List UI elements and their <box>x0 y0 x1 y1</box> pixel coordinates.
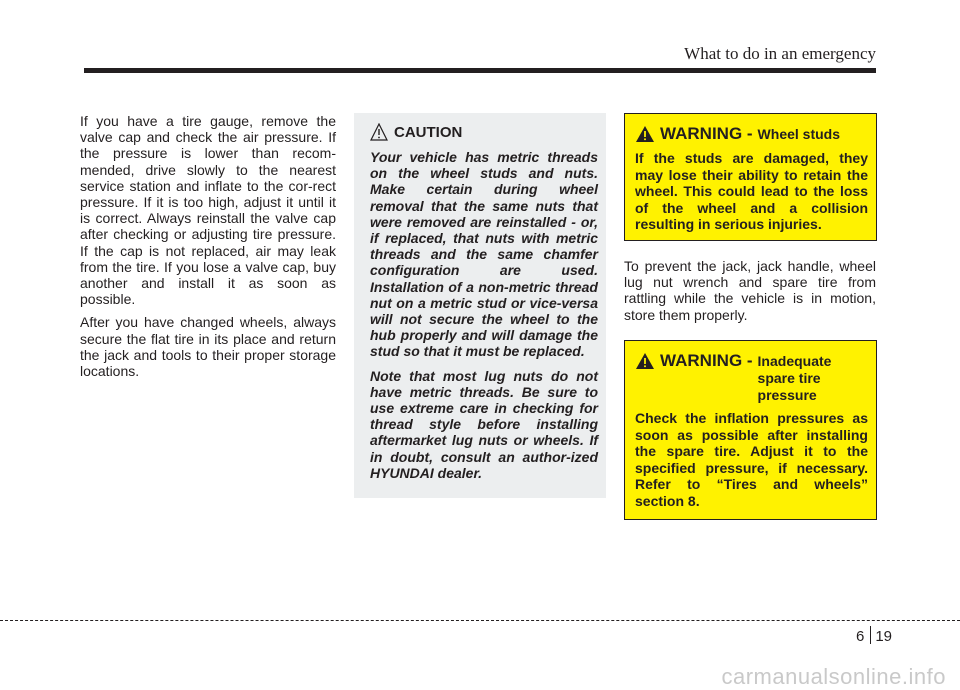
page-number-value: 19 <box>875 628 893 645</box>
page-header-title: What to do in an emergency <box>684 44 876 63</box>
section-number: 6 <box>856 628 865 645</box>
caution-header <box>370 123 598 141</box>
warning-body: If the studs are damaged, they may lose their ability to retain the wheel. This could lead to the loss of the wheel and a collision resulting in serious injuries. <box>635 150 868 232</box>
warning-header <box>635 124 868 144</box>
warning-box-wheel-studs <box>624 113 877 241</box>
caution-triangle-icon <box>370 123 388 141</box>
warning-label: WARNING - <box>660 351 753 370</box>
warning-triangle-icon <box>635 125 655 143</box>
caution-label: CAUTION <box>394 123 463 141</box>
watermark: carmanualsonline.info <box>721 664 946 689</box>
warning-triangle-icon <box>635 352 655 370</box>
tire-gauge-paragraph: If you have a tire gauge, remove the valve cap and check the air pressure. If the pressure is lower than recom-mended, drive slowly to the nearest service station and inflate to the cor-rect pressure. If it is too high, adjust it until it is correct. Always reinstall the valve cap after checking or adjusting tire pressure. If the cap is not replaced, air may leak from the tire. If you lose a valve cap, buy another and install it as soon as possible. <box>80 113 336 308</box>
page-number <box>856 626 892 645</box>
warning-subtitle: Wheel studs <box>757 126 841 142</box>
caution-box <box>354 113 606 498</box>
page-number-divider <box>870 626 871 644</box>
caution-paragraph-1: Your vehicle has metric threads on the wheel studs and nuts. Make certain during wheel removal that the same nuts that were removed are reinstalled - or, if replaced, that nuts with metric threads and the same chamfer configuration are used. Installation of a non-metric thread nut on a metric stud or vice-versa will not secure the wheel to the hub properly and will damage the stud so that it must be replaced. <box>370 149 598 360</box>
wheel-storage-paragraph: After you have changed wheels, always secure the flat tire in its place and return the jack and tools to their proper storage locations. <box>80 314 336 380</box>
warning-header <box>635 351 868 404</box>
header-rule <box>84 68 876 73</box>
warning-subtitle: Inadequate spare tire pressure <box>757 353 832 403</box>
warning-label: WARNING - <box>660 124 753 143</box>
footer-rule <box>0 620 960 621</box>
left-column <box>80 113 336 386</box>
warning-body: Check the inflation pressures as soon as possible after installing the spare tire. Adjust it to the specified pressure, if necessary. Refer to “Tires and wheels” section 8. <box>635 410 868 509</box>
caution-paragraph-2: Note that most lug nuts do not have metric threads. Be sure to use extreme care in checking for thread style before installing aftermarket lug nuts or wheels. If in doubt, consult an author-ized HYUNDAI dealer. <box>370 367 598 481</box>
storage-paragraph: To prevent the jack, jack handle, wheel lug nut wrench and spare tire from rattling while the vehicle is in motion, store them properly. <box>624 258 876 323</box>
warning-box-spare-pressure <box>624 340 877 520</box>
